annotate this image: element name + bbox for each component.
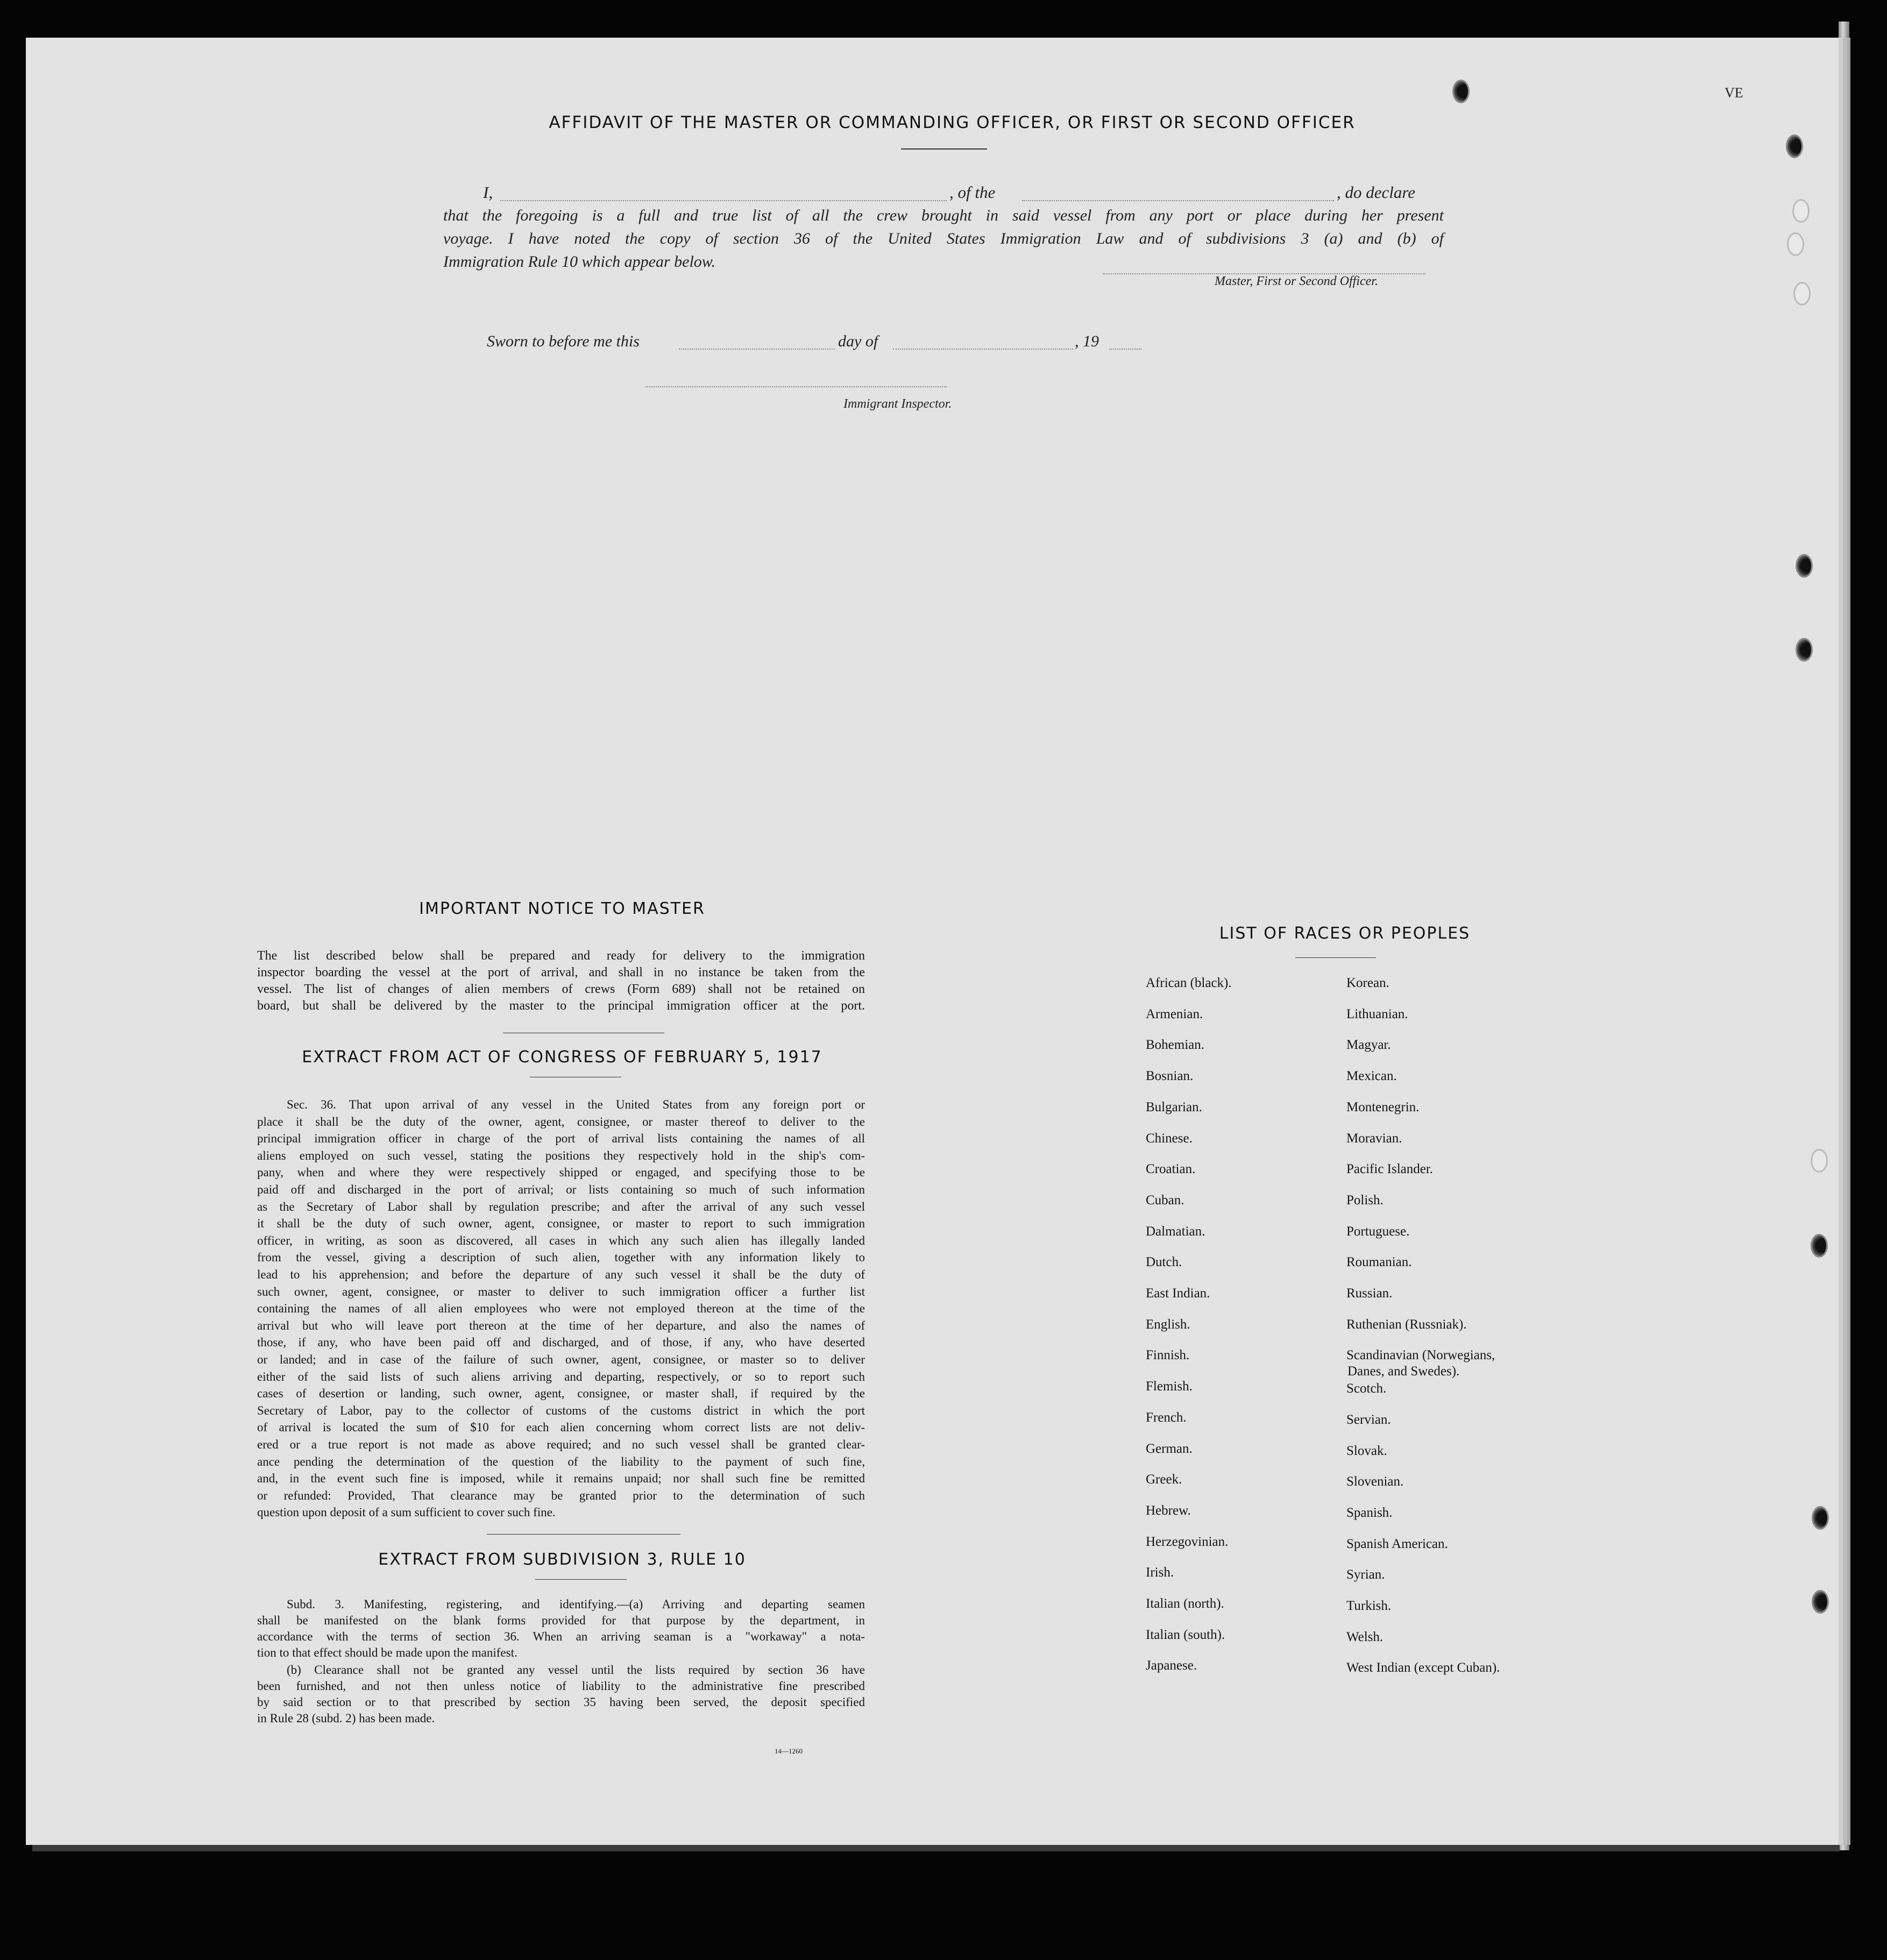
race-item: African (black). (1146, 976, 1232, 990)
vessel-blank (1022, 200, 1334, 201)
race-item: Lithuanian. (1346, 1006, 1408, 1021)
race-item: Slovak. (1346, 1443, 1387, 1458)
race-item: Chinese. (1146, 1131, 1193, 1146)
act-line: Sec. 36. That upon arrival of any vessel in the United States from any foreign port or (287, 1098, 865, 1111)
inspector-blank (645, 386, 947, 387)
act-line: aliens employed on such vessel, stating the positions they respectively hold in the ship's com- (257, 1148, 865, 1162)
binder-hole-icon (1786, 134, 1803, 158)
notice-line: The list described below shall be prepared and ready for delivery to the immigration (257, 949, 865, 963)
section-rule (535, 1579, 627, 1580)
race-item: Russian. (1346, 1286, 1393, 1301)
race-item: Moravian. (1346, 1131, 1402, 1146)
race-item-continuation: Danes, and Swedes). (1347, 1364, 1460, 1379)
races-title: LIST OF RACES OR PEOPLES (1219, 924, 1471, 943)
affidavit-i: I, (483, 183, 493, 202)
race-item: Scotch. (1346, 1381, 1387, 1396)
race-item: Finnish. (1146, 1348, 1190, 1363)
binder-hole-icon (1793, 282, 1811, 306)
signature-label: Master, First or Second Officer. (1215, 274, 1378, 288)
day-of-label: day of (838, 332, 878, 350)
affidavit-line: voyage. I have noted the copy of section 36 of the United States Immigration Law and of subdivisions 3 (a) and (b) of (443, 230, 1444, 247)
act-line: officer, in writing, as soon as discovered, all cases in which any such alien has illegally landed (257, 1233, 865, 1247)
race-item: French. (1146, 1410, 1187, 1425)
day-blank (679, 349, 835, 350)
act-line: of arrival is located the sum of $10 for each alien concerning whom correct lists are not deliv- (257, 1421, 865, 1435)
race-item: Japanese. (1146, 1658, 1197, 1673)
race-item: English. (1146, 1317, 1190, 1332)
affidavit-declare: , do declare (1337, 183, 1416, 202)
act-line: and, in the event such fine is imposed, while it remains unpaid; nor shall such fine be remitted (257, 1472, 865, 1486)
binder-hole-icon (1796, 638, 1813, 662)
page-edge (1839, 22, 1849, 1850)
race-item: Greek. (1146, 1472, 1182, 1487)
affidavit-of-the: , of the (949, 183, 996, 202)
race-item: German. (1146, 1441, 1193, 1456)
rule-line: tion to that effect should be made upon the manifest. (257, 1646, 517, 1659)
corner-mark: VE (1725, 85, 1743, 101)
act-line: those, if any, who have been paid off and discharged, and of those, if any, who have deserted (257, 1336, 865, 1350)
race-item: Irish. (1146, 1565, 1174, 1580)
act-line: lead to his apprehension; and before the departure of any such vessel it shall be the duty of (257, 1268, 865, 1281)
act-line: pany, when and where they were respectively shipped or engaged, and specifying those to be (257, 1166, 865, 1180)
race-item: Montenegrin. (1346, 1099, 1420, 1114)
race-item: Italian (south). (1146, 1627, 1225, 1642)
affidavit-line: that the foregoing is a full and true list of all the crew brought in said vessel from any port or place during her present (443, 207, 1444, 224)
binder-hole-icon (1812, 1590, 1829, 1614)
act-line: or refunded: Provided, That clearance may be granted prior to the determination of such (257, 1488, 865, 1502)
act-line: as the Secretary of Labor shall by regulation prescribe; and after the arrival of any such vessel (257, 1199, 865, 1213)
binder-hole-icon (1452, 80, 1470, 103)
act-line: Secretary of Labor, pay to the collector of customs of the customs district in which the port (257, 1403, 865, 1417)
race-item: Welsh. (1346, 1629, 1384, 1644)
section-rule (487, 1534, 680, 1535)
race-item: Herzegovinian. (1146, 1534, 1229, 1549)
race-item: Dutch. (1146, 1255, 1182, 1270)
race-item: Scandinavian (Norwegians, (1346, 1348, 1495, 1363)
section-rule (1295, 957, 1376, 958)
act-line: containing the names of all alien employees who were not employed thereon at the time of the (257, 1302, 865, 1316)
race-item: Roumanian. (1346, 1255, 1412, 1270)
race-item: Korean. (1346, 976, 1389, 990)
race-item: Turkish. (1346, 1599, 1392, 1613)
act-line: either of the said lists of such aliens arriving and departing, respectively, or so to report such (257, 1369, 865, 1383)
act-line: cases of desertion or landing, such owner, agent, consignee, or master shall, if required by the (257, 1387, 865, 1401)
rule-line: in Rule 28 (subd. 2) has been made. (257, 1712, 435, 1725)
page-edge-bottom (32, 1845, 1840, 1851)
race-item: Flemish. (1146, 1379, 1193, 1394)
title-rule (901, 148, 987, 150)
rule-title: EXTRACT FROM SUBDIVISION 3, RULE 10 (378, 1550, 746, 1569)
rule-line: shall be manifested on the blank forms provided for that purpose by the department, in (257, 1614, 865, 1627)
binder-hole-icon (1812, 1506, 1829, 1530)
rule-line: been furnished, and not then unless notice of liability to the administrative fine prescribed (257, 1679, 865, 1693)
affidavit-title: AFFIDAVIT OF THE MASTER OR COMMANDING OFFICER, OR FIRST OR SECOND OFFICER (549, 113, 1356, 132)
binder-hole-icon (1811, 1234, 1828, 1258)
binder-hole-icon (1796, 554, 1813, 578)
race-item: Hebrew. (1146, 1503, 1191, 1518)
race-item: Slovenian. (1346, 1474, 1404, 1489)
act-line: arrival but who will leave port thereon at the time of her departure, and also the names of (257, 1318, 865, 1332)
affidavit-line: Immigration Rule 10 which appear below. (443, 253, 716, 271)
inspector-label: Immigrant Inspector. (843, 397, 952, 411)
year-blank (1109, 349, 1141, 350)
race-item: Bosnian. (1146, 1069, 1194, 1084)
form-number: 14—1260 (775, 1747, 803, 1755)
race-item: Dalmatian. (1146, 1224, 1205, 1239)
month-blank (893, 349, 1073, 350)
race-item: West Indian (except Cuban). (1346, 1660, 1500, 1675)
race-item: Spanish American. (1346, 1536, 1448, 1551)
act-line: or landed; and in case of the failure of such owner, agent, consignee, or master so to deliver (257, 1353, 865, 1366)
race-item: Spanish. (1346, 1505, 1393, 1520)
race-item: Cuban. (1146, 1192, 1184, 1208)
race-item: Bohemian. (1146, 1038, 1205, 1053)
notice-line: vessel. The list of changes of alien members of crews (Form 689) shall not be retained on (257, 982, 865, 996)
race-item: Bulgarian. (1146, 1099, 1202, 1114)
race-item: East Indian. (1146, 1286, 1210, 1301)
race-item: Servian. (1346, 1412, 1391, 1427)
rule-line: (b) Clearance shall not be granted any vessel until the lists required by section 36 have (287, 1663, 865, 1677)
binder-hole-icon (1792, 199, 1810, 223)
form-page (26, 38, 1839, 1845)
race-item: Croatian. (1146, 1162, 1196, 1177)
act-line: it shall be the duty of such owner, agent, consignee, or master to report to such immigration (257, 1217, 865, 1231)
name-blank (500, 200, 947, 201)
race-item: Portuguese. (1346, 1224, 1410, 1239)
race-item: Armenian. (1146, 1006, 1203, 1021)
race-item: Syrian. (1346, 1567, 1385, 1582)
act-line: ered or a true report is not made as above required; and no such vessel shall be granted clear- (257, 1438, 865, 1451)
rule-line: by said section or to that prescribed by section 35 having been served, the deposit specified (257, 1695, 865, 1709)
act-title: EXTRACT FROM ACT OF CONGRESS OF FEBRUARY 5, 1917 (302, 1048, 822, 1067)
race-item: Pacific Islander. (1346, 1162, 1434, 1177)
notice-title: IMPORTANT NOTICE TO MASTER (419, 899, 705, 918)
act-line: paid off and discharged in the port of arrival; or lists containing so much of such information (257, 1183, 865, 1196)
year-label: , 19 (1075, 332, 1099, 350)
race-item: Italian (north). (1146, 1596, 1224, 1611)
binder-hole-icon (1811, 1149, 1828, 1173)
notice-line: inspector boarding the vessel at the port of arrival, and shall in no instance be taken from the (257, 965, 865, 979)
race-item: Magyar. (1346, 1038, 1391, 1053)
act-line: principal immigration officer in charge of the port of arrival lists containing the names of all (257, 1132, 865, 1146)
rule-line: accordance with the terms of section 36. When an arriving seaman is a "workaway" a nota- (257, 1630, 865, 1643)
act-line: place it shall be the duty of the owner, agent, consignee, or master thereof to deliver to the (257, 1114, 865, 1128)
notice-line: board, but shall be delivered by the master to the principal immigration officer at the port. (257, 999, 865, 1013)
race-item: Polish. (1346, 1192, 1384, 1208)
act-line: such owner, agent, consignee, or master to deliver to such immigration officer a further list (257, 1284, 865, 1298)
act-line: from the vessel, giving a description of such alien, together with any information likely to (257, 1251, 865, 1265)
sworn-label: Sworn to before me this (487, 332, 640, 350)
race-item: Mexican. (1346, 1069, 1397, 1084)
rule-line: Subd. 3. Manifesting, registering, and identifying.—(a) Arriving and departing seamen (287, 1597, 865, 1611)
binder-hole-icon (1787, 232, 1804, 256)
race-item: Ruthenian (Russniak). (1346, 1317, 1467, 1332)
act-line: ance pending the determination of the question of the liability to the payment of such fine, (257, 1454, 865, 1468)
act-line: question upon deposit of a sum sufficient to cover such fine. (257, 1505, 556, 1519)
